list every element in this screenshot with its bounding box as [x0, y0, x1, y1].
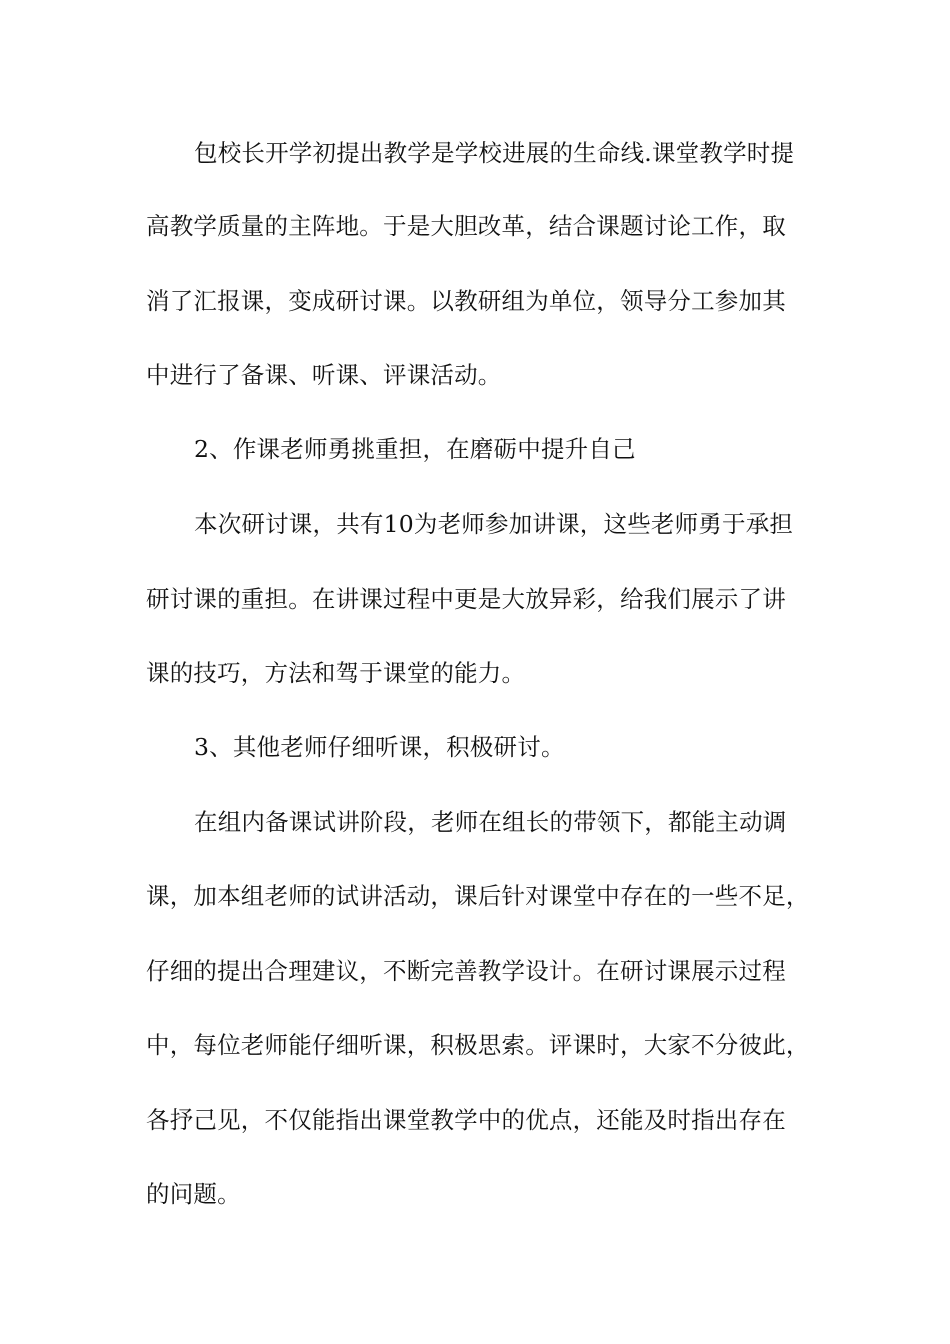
- paragraph-3-line-1: 在组内备课试讲阶段，老师在组长的带领下，都能主动调: [194, 808, 787, 836]
- paragraph-2-line-3: 课的技巧，方法和驾于课堂的能力。: [146, 659, 526, 687]
- paragraph-3-line-5: 各抒己见，不仅能指出课堂教学中的优点，还能及时指出存在: [146, 1106, 786, 1134]
- paragraph-1-line-3: 消了汇报课，变成研讨课。以教研组为单位，领导分工参加其: [146, 287, 786, 315]
- paragraph-1-line-4: 中进行了备课、听课、评课活动。: [146, 361, 502, 389]
- section-heading-3: 3、其他老师仔细听课，积极研讨。: [194, 733, 565, 761]
- paragraph-2-line-1: 本次研讨课，共有10为老师参加讲课，这些老师勇于承担: [194, 510, 794, 538]
- paragraph-1-line-2: 高教学质量的主阵地。于是大胆改革，结合课题讨论工作，取: [146, 212, 786, 240]
- paragraph-3-line-4: 中，每位老师能仔细听课，积极思索。评课时，大家不分彼此，: [146, 1031, 810, 1059]
- paragraph-1-line-1: 包校长开学初提出教学是学校进展的生命线.课堂教学时提: [194, 139, 795, 167]
- section-heading-2: 2、作课老师勇挑重担，在磨砺中提升自己: [194, 435, 636, 463]
- paragraph-3-line-3: 仔细的提出合理建议，不断完善教学设计。在研讨课展示过程: [146, 957, 786, 985]
- paragraph-3-line-2: 课，加本组老师的试讲活动，课后针对课堂中存在的一些不足，: [146, 882, 810, 910]
- paragraph-3-line-6: 的问题。: [146, 1180, 241, 1208]
- paragraph-2-line-2: 研讨课的重担。在讲课过程中更是大放异彩，给我们展示了讲: [146, 585, 786, 613]
